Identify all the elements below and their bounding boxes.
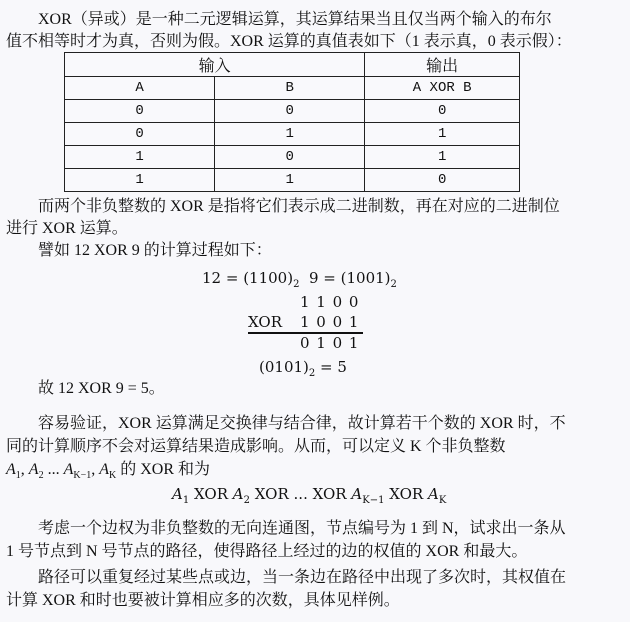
paragraph-binary-line2: 进行 XOR 运算。 [6, 220, 128, 237]
paragraph-intro-line1: XOR（异或）是一种二元逻辑运算，其运算结果当且仅当两个输入的布尔 [38, 11, 552, 28]
column-b: B [215, 77, 365, 100]
table-row [65, 100, 520, 123]
column-a: A [65, 77, 215, 100]
truth-table [64, 52, 520, 192]
paragraph-sequence: $A_1$, $A_2$ ... $A_{K-1}$, $A_K$ 的 XOR 和为 [6, 461, 211, 482]
column-xor: A XOR B [365, 77, 520, 100]
paragraph-task-line1: 考虑一个边权为非负整数的无向连通图，节点编号为 1 到 N，试求出一条从 [38, 520, 566, 537]
paragraph-note-line2: 计算 XOR 和时也要被计算相应多的次数，具体见样例。 [6, 592, 400, 609]
xor-sum-formula: $A_1$ XOR $A_2$ XOR ... XOR $A_{K-1}$ XOR $A_K$ [172, 485, 447, 506]
header-output: 输出 [365, 53, 520, 77]
paragraph-example: 譬如 12 XOR 9 的计算过程如下： [38, 242, 272, 259]
cell: 1 [65, 146, 215, 169]
cell: 0 [365, 169, 520, 192]
paragraph-intro-line2: 值不相等时才为真，否则为假。XOR 运算的真值表如下（1 表示真，0 表示假）： [6, 33, 572, 50]
cell: 1 [65, 169, 215, 192]
cell: 0 [215, 100, 365, 123]
table-row [65, 169, 520, 192]
binary-representation: $12 = (1100)_2$ $9 = (1001)_2$ [202, 269, 397, 290]
paragraph-note-line1: 路径可以重复经过某些点或边，当一条边在路径中出现了多次时，其权值在 [38, 569, 567, 586]
cell: 0 [365, 100, 520, 123]
paragraph-task-line2: 1 号节点到 N 号节点的路径，使得路径上经过的边的权值的 XOR 和最大。 [6, 543, 528, 560]
cell: 1 [215, 123, 365, 146]
cell: 0 [65, 100, 215, 123]
table-row [65, 146, 520, 169]
calc-row3: 0 1 0 1 [300, 334, 360, 352]
header-input: 输入 [65, 53, 365, 77]
paragraph-binary-line1: 而两个非负整数的 XOR 是指将它们表示成二进制数，再在对应的二进制位 [38, 198, 560, 215]
cell: 0 [215, 146, 365, 169]
calc-result: $(0101)_2 = 5$ [259, 358, 347, 379]
calc-row2: XOR 1 0 0 1 [248, 312, 363, 334]
table-row [65, 123, 520, 146]
cell: 1 [365, 123, 520, 146]
cell: 0 [65, 123, 215, 146]
paragraph-conclusion: 故 12 XOR 9 = 5。 [38, 380, 165, 397]
cell: 1 [215, 169, 365, 192]
paragraph-properties-line2: 同的计算顺序不会对运算结果造成影响。从而，可以定义 K 个非负整数 [6, 438, 506, 455]
paragraph-properties-line1: 容易验证，XOR 运算满足交换律与结合律，故计算若干个数的 XOR 时，不 [38, 415, 566, 432]
calc-row1: 1 1 0 0 [300, 293, 360, 311]
cell: 1 [365, 146, 520, 169]
